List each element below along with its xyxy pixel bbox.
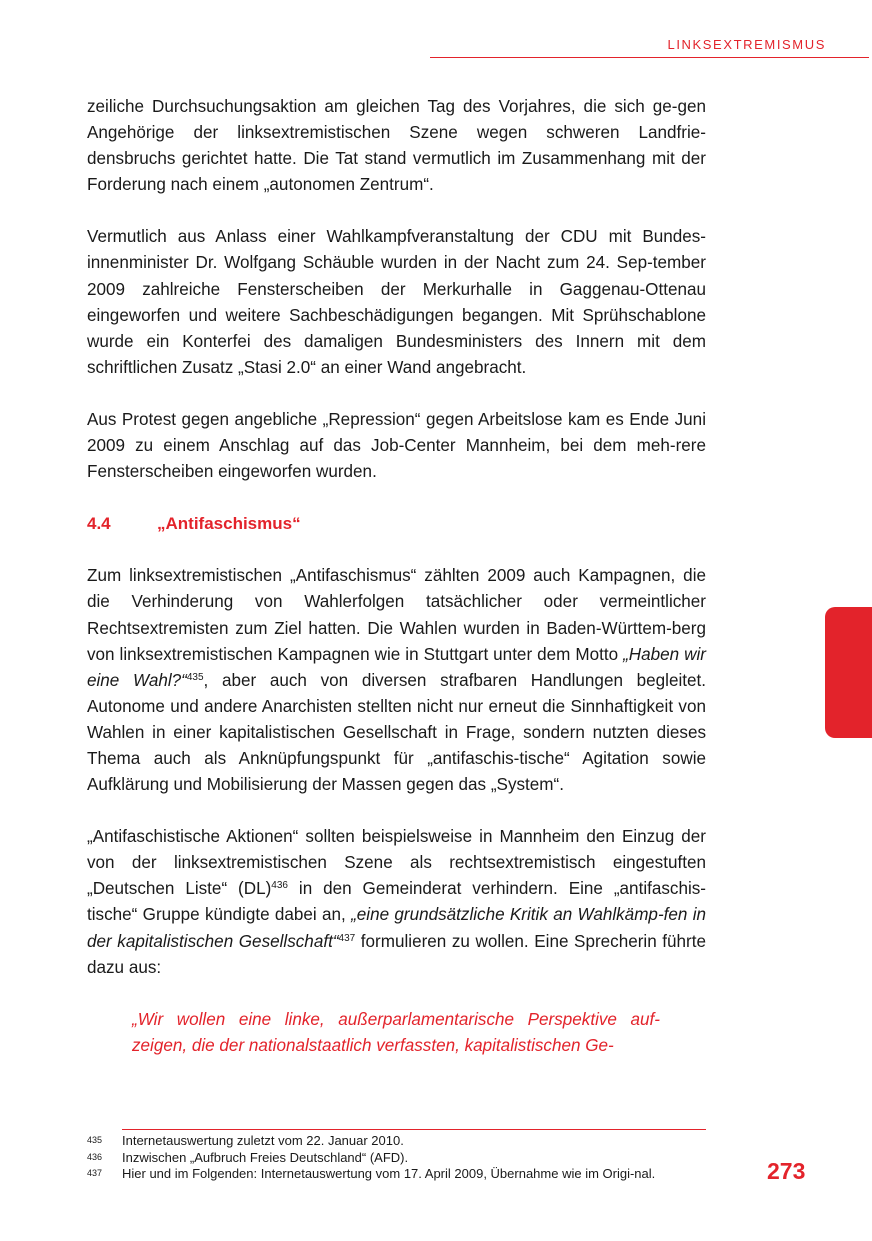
paragraph-3: Aus Protest gegen angebliche „Repression“ gegen Arbeitslose kam es Ende Juni 2009 zu einem Anschlag auf das Job-Center Mannheim, bei dem meh-rere Fensterscheiben eingeworfen wurden. [87,409,706,482]
footnote [87,1166,706,1183]
footnote-text: Inzwischen „Aufbruch Freies Deutschland“ (AFD). [122,1149,409,1165]
footnote-number: 437 [87,1168,103,1178]
paragraph-5-text-a: „Antifaschistische Aktionen“ sollten beispielsweise in Mannheim den Einzug der von der linksextremistischen Szene als rechtsextremistisch eingestuften „Deutschen Liste“ (DL) [87,827,706,899]
footnote-ref-436: 436 [271,880,288,892]
footnote-ref-435: 435 [186,671,204,683]
block-quote: „Wir wollen eine linke, außerparlamentarische Perspektive auf-zeigen, die der nationalstaatlich verfassten, kapitalistischen Ge- [132,1009,660,1055]
campaign-motto: „Haben wir eine Wahl?“ [87,644,706,690]
section-number: 4.4 [87,514,111,534]
paragraph-4 [87,563,706,798]
paragraph-5-text-c: formulieren zu wollen. Eine Sprecherin führte dazu aus: [87,931,706,977]
inline-quote: „eine grundsätzliche Kritik an Wahlkämp-fen in der kapitalistischen Gesellschaft“ [87,905,706,951]
main-content [87,94,706,1059]
paragraph-5 [87,824,706,981]
paragraph-4-text-a: Zum linksextremistischen „Antifaschismus“ zählten 2009 auch Kampagnen, die die Verhinderung von Wahlerfolgen tatsächlicher oder vermeintlicher Rechtsextremisten zum Ziel hatten. Die Wahlen wurden in Baden-Württem-berg von linksextremistischen Kampagnen wie in Stuttgart unter dem Motto [87,566,706,664]
section-title: „Antifaschismus“ [157,514,301,534]
paragraph-2: Vermutlich aus Anlass einer Wahlkampfveranstaltung der CDU mit Bundes-innenminister Dr. Wolfgang Schäuble wurden in der Nacht zum 24. Sep-tember 2009 zahlreiche Fensterscheiben der Merkurhalle in Gaggenau-Ottenau eingeworfen und weitere Sachbeschädigungen begangen. Mit Sprühschablone wurde ein Konterfei des damaligen Bundesministers des Innern mit dem schriftlichen Zusatz „Stasi 2.0“ an einer Wand angebracht. [87,227,706,377]
paragraph-4-text-b: , aber auch von diversen strafbaren Handlungen begleitet. Autonome und andere Anarchisten stellten nicht nur erneut die Sinnhaftigkeit von Wahlen in einer kapitalistischen Gesellschaft in Frage, sondern nutzten dieses Thema auch als Anknüpfungspunkt für „antifaschis-tische“ Agitation sowie Aufklärung und Mobilisierung der Massen gegen das „System“. [87,670,707,795]
paragraph-5-text-b: in den Gemeinderat verhindern. Eine „antifaschis-tische“ Gruppe kündigte dabei an, [87,879,707,925]
section-heading [87,511,706,537]
running-header: LINKSEXTREMISMUS [667,37,826,52]
chapter-tab-marker [825,607,872,738]
footnote [87,1150,706,1167]
footnote-rule [122,1129,706,1130]
footnote [87,1133,706,1150]
footnote-number: 436 [87,1151,103,1162]
footnote-text: Internetauswertung zuletzt vom 22. Januar 2010. [122,1133,404,1148]
paragraph-1: zeiliche Durchsuchungsaktion am gleichen Tag des Vorjahres, die sich ge-gen Angehörige der linksextremistischen Szene wegen schweren Landfrie-densbruchs gerichtet hatte. Die Tat stand vermutlich im Zusammenhang mit der Forderung nach einem „autonomen Zentrum“. [87,97,706,195]
footnote-text: Hier und im Folgenden: Internetauswertung vom 17. April 2009, Übernahme wie im Origi-nal. [122,1166,656,1181]
footnotes [87,1133,706,1183]
page-number: 273 [767,1158,806,1184]
footnote-ref-437: 437 [338,932,356,944]
footnote-number: 435 [87,1135,103,1145]
header-rule [430,57,869,58]
